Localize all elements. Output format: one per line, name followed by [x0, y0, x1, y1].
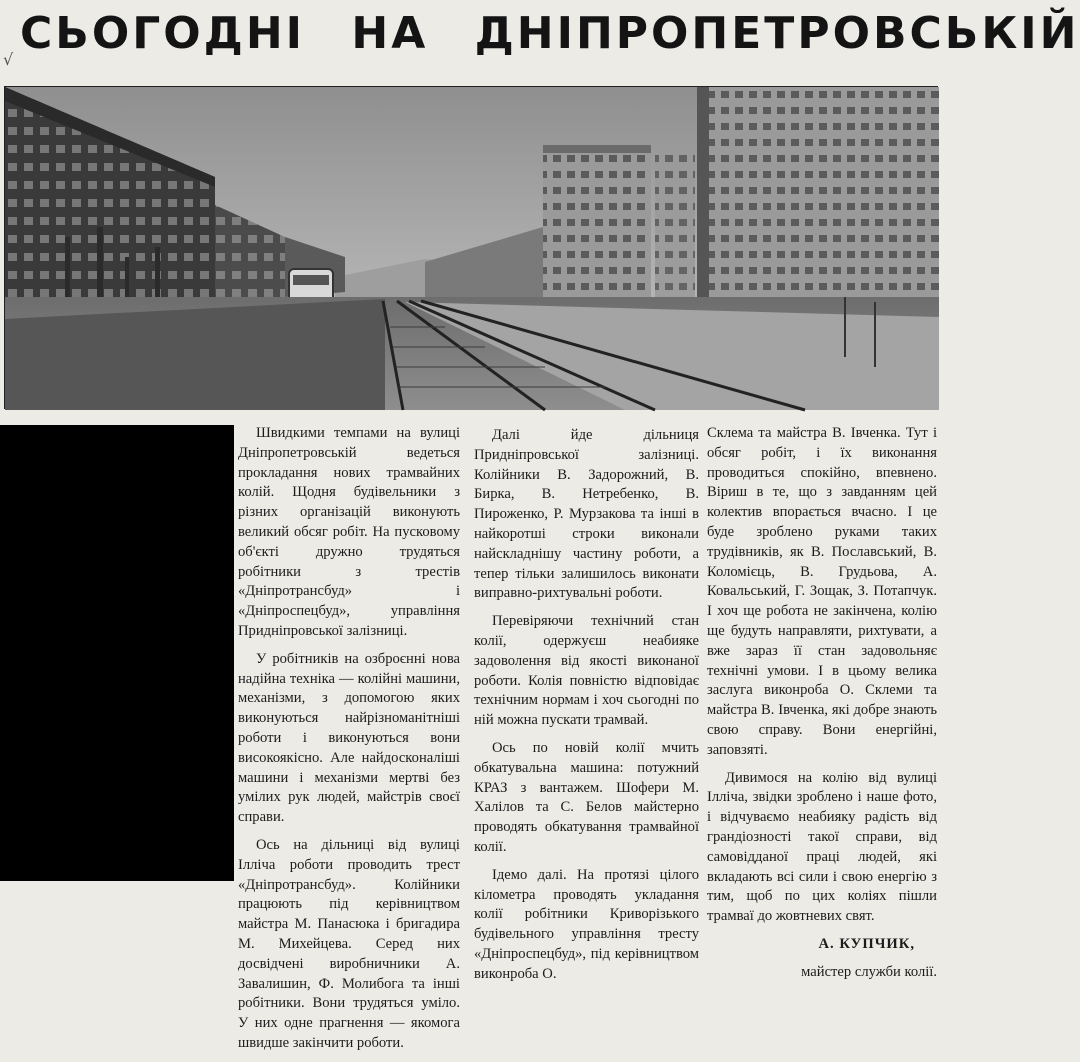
- paragraph: Перевіряючи технічний стан колії, одержуєш неабияке задоволення від якості виконаної роботи. Колія повністю відповідає технічним нормам і хоч сьогодні по ній можна пускати трамвай.: [474, 613, 699, 729]
- redacted-black-area: [0, 425, 234, 881]
- paragraph: Ось по новій колії мчить обкатувальна машина: потужний КРАЗ з вантажем. Шофери М. Халілов та С. Белов майстерно проводять обкатування трамвайної колії.: [474, 739, 699, 855]
- article-column-1: [238, 424, 460, 1062]
- paragraph: Швидкими темпами на вулиці Дніпропетровській ведеться прокладання нових трамвайних колій. Щодня будівельники з різних організацій виконують великий обсяг робіт. На пусковому об'єкті дружно трудяться робітники з трестів «Дніпротрансбуд» і «Дніпроспецбуд», управління Придніпровської залізниці.: [238, 425, 460, 639]
- paragraph: Дивимося на колію від вулиці Ілліча, звідки зроблено і наше фото, і відчуваємо неабияку радість від грандіозності такої справи, від самовідданої праці людей, які вкладають всі сили і свою енергію з тим, щоб по цих коліях пішли трамваї до жовтневих свят.: [707, 769, 937, 925]
- street-tram-tracks-photo: [4, 86, 938, 409]
- article-column-3: [707, 424, 937, 991]
- paragraph: Ідемо далі. На протязі цілого кілометра проводять укладання колії робітники Криворізького будівельного управління тресту «Дніпроспецбуд», під керівництвом виконроба О.: [474, 866, 699, 982]
- paragraph: Склема та майстра В. Івченка. Тут і обсяг робіт, і їх виконання проводиться спокійно, впевнено. Віриш в те, що з завданням цей колектив впорається вчасно. І це буде зроблено руками таких трудівників, як В. Пославський, В. Коломієць, В. Грудьова, А. Ковальський, Г. Зощак, З. Потапчук. І хоч ще робота не закінчена, колію ще будуть направляти, рихтувати, а вже зараз її стан задовольняє технічні умови. І в цьому велика заслуга виконроба О. Склеми та майстра В. Івченка, які добре знають свою справу. Вони енергійні, заповзяті.: [707, 425, 937, 758]
- paragraph: У робітників на озброєнні нова надійна техніка — колійні машини, механізми, з допомогою яких виконуються найрізноманітніші роботи і виконуються вони високоякісно. Але найдосконаліші машини і механізми мертві без умілих рук людей, майстрів своєї справи.: [238, 650, 460, 826]
- author-role: майстер служби колії.: [801, 963, 937, 980]
- paragraph: Ось на дільниці від вулиці Ілліча роботи проводить трест «Дніпротрансбуд». Колійники працюють під керівництвом майстра М. Панасюка і бригадира М. Михейцева. Серед них досвідчені виробничники А. Завалишин, Ф. Молибога та інші робітники. Вони трудяться уміло. У них одне прагнення — якомога швидше закінчити роботи.: [238, 836, 460, 1051]
- article-column-2: [474, 426, 699, 993]
- headline: СЬОГОДНІ НА ДНІПРОПЕТРОВСЬКІЙ: [20, 8, 1080, 59]
- author-name: А. КУПЧИК,: [818, 935, 915, 952]
- margin-check-mark: √: [3, 50, 14, 69]
- paragraph: Далі йде дільниця Придніпровської залізниці. Колійники В. Задорожний, В. Бирка, В. Нетребенко, В. Пироженко, Р. Мурзакова та інші в найкоротші строки виконали найскладнішу частину роботи, а тепер тільки залишилось виконати виправно-рихтувальні роботи.: [474, 427, 699, 602]
